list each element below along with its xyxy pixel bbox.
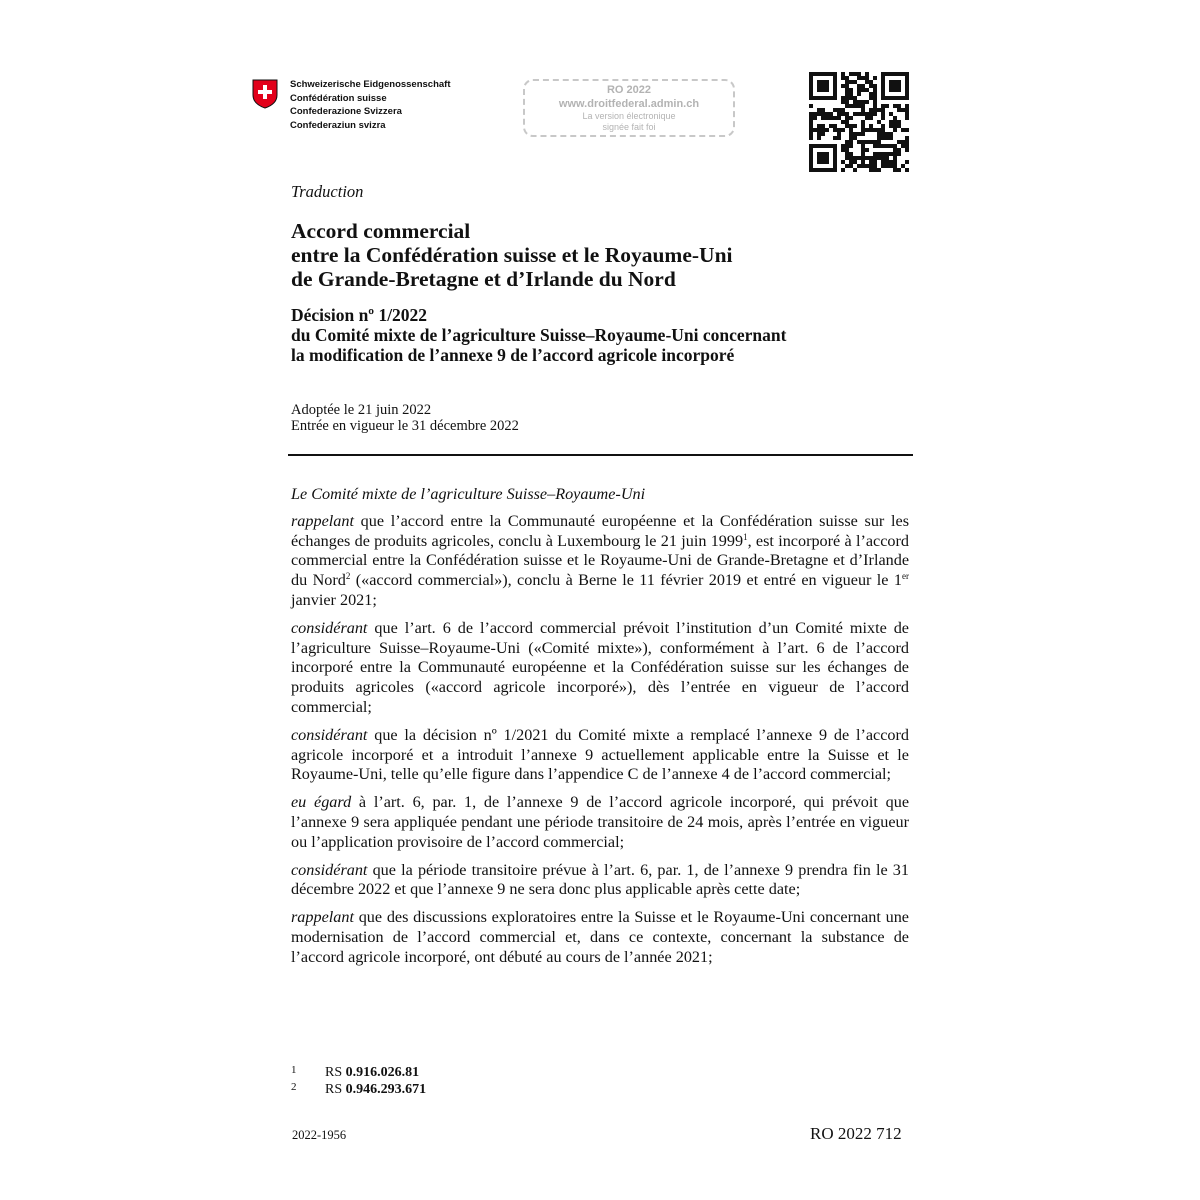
recital-1: rappelant que l’accord entre la Communauté européenne et la Confédération suisse sur les échanges de produits agricoles, conclu à Luxembourg le 21 juin 1999$^1$, est incorporé à l’accord commercial entre la Confédération suisse et le Royaume-Uni de Grande-Bretagne et d’Irlande du Nord$^2$ («accord commercial»), conclu à Berne le 11 février 2019 et entré en vigueur le 1er janvier 2021; bbox=[291, 511, 909, 609]
footnote-1-link[interactable]: 0.916.026.81 bbox=[345, 1065, 420, 1080]
official-publication-stamp bbox=[523, 79, 735, 137]
decision-heading bbox=[291, 305, 786, 365]
translation-label: Traduction bbox=[291, 182, 364, 201]
recital-2: considérant que l’art. 6 de l’accord commercial prévoit l’institution d’un Comité mixte de l’agriculture Suisse–Royaume-Uni («Comité mixte»), conformément à l’art. 6 de l’accord incorporé entre la Communauté européenne et la Confédération suisse sur les échanges de produits agricoles («accord agricole incorporé»), dès l’entrée en vigueur de l’accord commercial; bbox=[291, 618, 909, 716]
footnote-ref-1[interactable]: 1 bbox=[743, 531, 748, 542]
footnote-ref-2[interactable]: 2 bbox=[345, 571, 351, 582]
title-line-2: entre la Confédération suisse et le Royaume-Uni bbox=[291, 243, 733, 267]
footnote-1: 1 RS 0.916.026.81 bbox=[291, 1064, 420, 1080]
stamp-collection: RO 2022 bbox=[606, 84, 652, 96]
footnote-2-link[interactable]: 0.946.293.671 bbox=[345, 1082, 427, 1097]
header-divider bbox=[288, 454, 913, 456]
confederation-name-fr: Confédération suisse bbox=[290, 92, 387, 104]
confederation-names bbox=[290, 78, 451, 132]
decision-subtitle-line-1: du Comité mixte de l’agriculture Suisse–Royaume-Uni concernant bbox=[291, 325, 787, 345]
stamp-url: www.droitfederal.admin.ch bbox=[558, 98, 700, 110]
preamble-intro: Le Comité mixte de l’agriculture Suisse–Royaume-Uni bbox=[291, 485, 646, 503]
document-body bbox=[291, 485, 909, 976]
recital-6: rappelant que des discussions exploratoires entre la Suisse et le Royaume-Uni concernant une modernisation de l’accord commercial et, dans ce contexte, concernant la substance de l’accord agricole incorporé, ont débuté au cours de l’année 2021; bbox=[291, 908, 909, 966]
dates-block bbox=[291, 402, 519, 434]
footnote-2: 2 RS 0.946.293.671 bbox=[291, 1081, 427, 1097]
qr-code bbox=[809, 72, 909, 172]
title-line-1: Accord commercial bbox=[291, 219, 471, 243]
title-line-3: de Grande-Bretagne et d’Irlande du Nord bbox=[291, 267, 676, 291]
recital-4: eu égard à l’art. 6, par. 1, de l’annexe 9 de l’accord agricole incorporé, qui prévoit que l’annexe 9 sera appliquée pendant une période transitoire de 24 mois, après l’entrée en vigueur ou l’application provisoire de l’accord commercial; bbox=[291, 793, 909, 851]
document-number: 2022-1956 bbox=[292, 1128, 347, 1142]
official-compilation-page: RO 2022 712 bbox=[810, 1124, 902, 1143]
decision-number: Décision nº 1/2022 bbox=[291, 305, 428, 325]
confederation-name-de: Schweizerische Eidgenossenschaft bbox=[290, 79, 451, 90]
confederation-name-it: Confederazione Svizzera bbox=[290, 106, 402, 117]
stamp-note-line1: La version électronique bbox=[582, 111, 676, 121]
stamp-note-line2: signée fait foi bbox=[602, 122, 656, 132]
decision-subtitle-line-2: la modification de l’annexe 9 de l’accord agricole incorporé bbox=[291, 345, 735, 365]
recital-3: considérant que la décision nº 1/2021 du Comité mixte a remplacé l’annexe 9 de l’accord agricole incorporé et a introduit l’annexe 9 actuellement applicable entre la Suisse et le Royaume-Uni, telle qu’elle figure dans l’appendice C de l’annexe 4 de l’accord commercial; bbox=[291, 725, 909, 784]
confederation-name-rm: Confederaziun svizra bbox=[290, 119, 386, 131]
recital-5: considérant que la période transitoire prévue à l’art. 6, par. 1, de l’annexe 9 prendra fin le 31 décembre 2022 et que l’annexe 9 ne sera donc plus applicable après cette date; bbox=[291, 860, 909, 899]
swiss-coat-of-arms-logo bbox=[252, 79, 278, 109]
entry-into-force-date: Entrée en vigueur le 31 décembre 2022 bbox=[291, 418, 519, 434]
adoption-date: Adoptée le 21 juin 2022 bbox=[291, 402, 432, 418]
document-title bbox=[291, 219, 733, 291]
